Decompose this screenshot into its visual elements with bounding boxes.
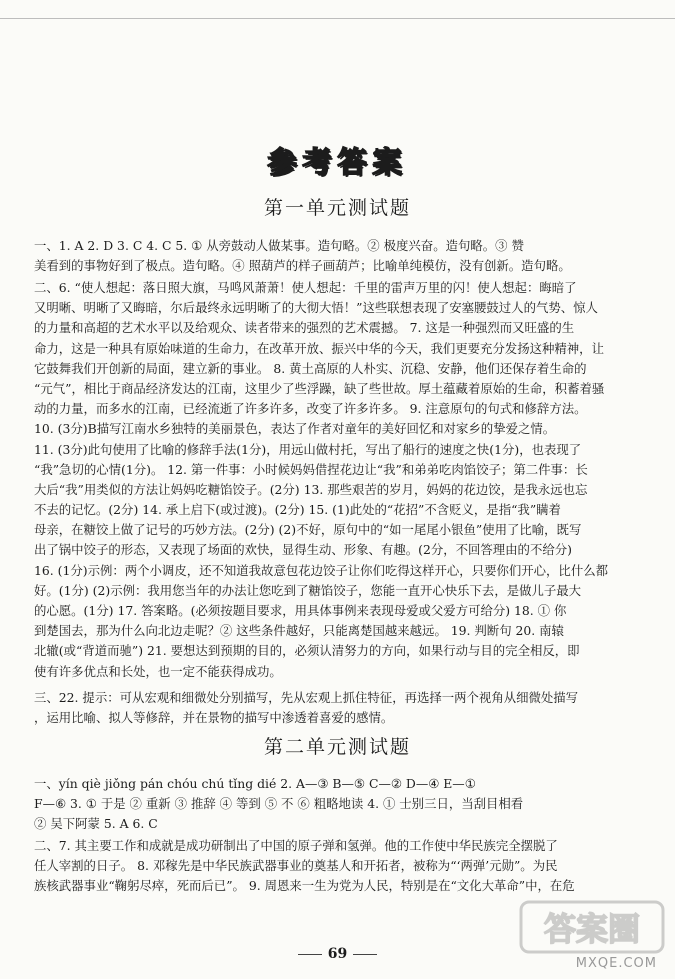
answer-paragraph: 二、7. 其主要工作和成就是成功研制出了中国的原子弹和氢弹。他的工作使中华民族完全摆脱了 任人宰割的日子。 8. 邓稼先是中华民族武器事业的奠基人和开拓者，被称为“‘两弹’元勋”。为民 族核武器事业“鞠躬尽瘁，死而后已”。 9. 周恩来一生为党为人民，特别是在“文化大革命”中，在危: [34, 838, 575, 894]
page-number: 69: [0, 946, 675, 962]
answer-paragraph: 一、1. A 2. D 3. C 4. C 5. ① 从旁鼓动人做某事。造句略。② 极度兴奋。造句略。③ 赞 美看到的事物好到了极点。造句略。④ 照葫芦的样子画葫芦；比喻单纯模仿，没有创新。造句略。: [34, 238, 571, 274]
page-title: 参考答案: [267, 144, 408, 179]
answer-paragraph: 二、6. “使人想起：落日照大旗，马鸣风萧萧！使人想起：千里的雷声万里的闪！使人想起：晦暗了 又明晰、明晰了又晦暗，尔后最终永远明晰了的大彻大悟！”这些联想表现了安塞腰鼓过人的气势、惊人 的力量和高超的艺术水平以及给观众、读者带来的强烈的艺术震撼。 7. 这是一种强烈而又旺盛的生 命力，这是一种具有原始味道的生命力，在改革开放、振兴中华的今天，我们更要充分发扬这种精神，让 它鼓舞我们开创新的局面，建立新的事业。 8. 黄土高原的人朴实、沉稳、安静，他们还保存着生命的 “元气”，相比于商品经济发达的江南，这里少了些浮躁，缺了些世故。厚土蕴藏着原始的生命，积蓄着骚 动的力量，而多水的江南，已经流逝了许多许多，改变了许多许多。 9. 注意原句的句式和修辞方法。 10. (3分)B描写江南水乡独特的美丽景色，表达了作者对童年的美好回忆和对家乡的挚爱之情。 11. (3分)此句使用了比喻的修辞手法(1分)，用远山做村托，写出了船行的速度之快(1分)，也表现了 “我”急切的心情(1分)。 12. 第一件事：小时候妈妈借捏花边让“我”和弟弟吃肉馅饺子；第二件事：长 大后“我”用类似的方法让妈妈吃糖馅饺子。(2分) 13. 那些艰苦的岁月，妈妈的花边饺，是我永远也忘 不去的记忆。(2分) 14. 承上启下(或过渡)。(2分) 15. (1)此处的“花招”不含贬义，是指“我”瞒着 母亲，在糖饺上做了记号的巧妙方法。(2分) (2)不好，原句中的“如一尾尾小银鱼”使用了比喻，既写 出了锅中饺子的形态，又表现了场面的欢快，显得生动、形象、有趣。(2分，不回答理由的不给分) 16. (1分)示例：两个小调皮，还不知道我故意包花边饺子让你们吃得这样开心，只要你们开心，比什么都 好。(1分) (2)示例：我用您当年的办法让您吃到了糖馅饺子，您能一直开心快乐下去，是做儿子最大 的心愿。(1分) 17. 答案略。(必须按题目要求，用具体事例来表现母爱或父爱方可给分) 18. ① 你 到楚国去，那为什么向北边走呢？② 这些条件越好，只能离楚国越来越远。 19. 判断句 20. 南辕 北辙(或“背道而驰”) 21. 要想达到预期的目的，必须认清努力的方向，如果行动与目的完全相反，即 使有许多优点和长处，也一定不能获得成功。: [34, 280, 608, 679]
section-heading-2: 第二单元测试题: [263, 736, 411, 758]
top-border: [0, 0, 675, 19]
watermark-text: 答案圈: [543, 910, 641, 948]
answer-paragraph: 一、yín qiè jiǒng pán chóu chú tǐng dié 2. A—③ B—⑤ C—② D—④ E—① F—⑥ 3. ① 于是 ② 重新 ③ 推辞 ④ 等到 ⑤ 不 ⑥ 粗略地读 4. ① 士别三日，当刮目相看 ② 吴下阿蒙 5. A 6. C: [34, 776, 524, 832]
answer-paragraph: 三、22. 提示：可从宏观和细微处分别描写，先从宏观上抓住特征，再选择一两个视角从细微处描写 ，运用比喻、拟人等修辞，并在景物的描写中渗透着喜爱的感情。: [34, 690, 579, 726]
watermark-url: MXQE.COM: [575, 956, 657, 971]
section-heading-1: 第一单元测试题: [263, 197, 411, 219]
